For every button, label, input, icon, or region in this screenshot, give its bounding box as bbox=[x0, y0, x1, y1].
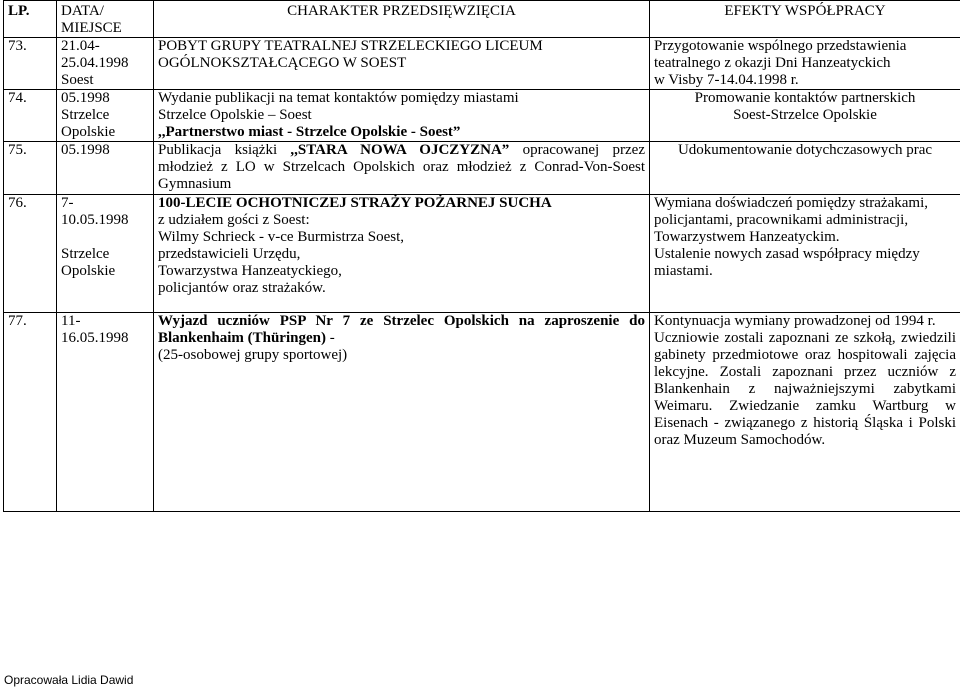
table-row bbox=[4, 38, 960, 90]
character-text: Publikacja książki bbox=[158, 142, 291, 158]
effect-line: Soest-Strzelce Opolskie bbox=[733, 107, 877, 123]
row-date bbox=[57, 195, 154, 313]
table-row bbox=[4, 195, 960, 313]
date-line: 11- bbox=[61, 313, 81, 329]
date-line: 05.1998 bbox=[61, 90, 110, 106]
character-title: ,,Partnerstwo miast - Strzelce Opolskie - Soest” bbox=[158, 124, 461, 140]
row-character bbox=[154, 195, 650, 313]
effect-paragraph: Ustalenie nowych zasad współpracy między miastami. bbox=[654, 246, 920, 279]
place-line: Opolskie bbox=[61, 263, 116, 279]
date-line: 21.04- bbox=[61, 38, 100, 54]
header-lp: LP. bbox=[4, 1, 57, 38]
effect-line: Przygotowanie wspólnego przedstawienia bbox=[654, 38, 907, 54]
character-line: (25-osobowej grupy sportowej) bbox=[158, 347, 348, 363]
row-character bbox=[154, 38, 650, 90]
row-date bbox=[57, 38, 154, 90]
author-footer: Opracowała Lidia Dawid bbox=[4, 673, 134, 687]
date-line: 25.04.1998 bbox=[61, 55, 129, 71]
header-character: CHARAKTER PRZEDSIĘWZIĘCIA bbox=[154, 1, 650, 38]
table-row bbox=[4, 142, 960, 195]
place-line: Strzelce bbox=[61, 246, 110, 262]
row-character bbox=[154, 90, 650, 142]
character-line: Towarzystwa Hanzeatyckiego, bbox=[158, 263, 342, 279]
effect-paragraph: Uczniowie zostali zapoznani ze szkołą, zwiedzili gabinety przedmiotowe oraz hospitowali zajęcia lekcyjne. Zostali zapoznani przez uczniów z Blankenhain z najważniejszymi zabytkami Weimaru. Zwiedzanie zamku Wartburg w Eisenach - związanego z historią Śląska i Polski oraz Muzeum Samochodów. bbox=[654, 330, 956, 448]
place-line: Opolskie bbox=[61, 124, 116, 140]
header-date: DATA/ MIEJSCE bbox=[57, 1, 154, 38]
row-lp: 77. bbox=[4, 313, 57, 512]
row-effect: Udokumentowanie dotychczasowych prac bbox=[650, 142, 960, 195]
book-title: ,,STARA NOWA OJCZYZNA” bbox=[290, 142, 510, 158]
row-lp: 76. bbox=[4, 195, 57, 313]
effect-line: Promowanie kontaktów partnerskich bbox=[694, 90, 916, 106]
character-title: 100-LECIE OCHOTNICZEJ STRAŻY POŻARNEJ SUCHA bbox=[158, 195, 552, 211]
effect-line: teatralnego z okazji Dni Hanzeatyckich bbox=[654, 55, 891, 71]
row-lp: 73. bbox=[4, 38, 57, 90]
character-text: - bbox=[325, 330, 335, 346]
character-line: policjantów oraz strażaków. bbox=[158, 280, 326, 296]
row-lp: 75. bbox=[4, 142, 57, 195]
records-table bbox=[3, 0, 960, 512]
table-row bbox=[4, 313, 960, 512]
header-effects: EFEKTY WSPÓŁPRACY bbox=[650, 1, 960, 38]
character-line: przedstawicieli Urzędu, bbox=[158, 246, 301, 262]
character-line: OGÓLNOKSZTAŁCĄCEGO W SOEST bbox=[158, 55, 407, 71]
effect-paragraph: Kontynuacja wymiany prowadzonej od 1994 r. bbox=[654, 313, 936, 329]
row-date bbox=[57, 90, 154, 142]
date-line: 10.05.1998 bbox=[61, 212, 129, 228]
row-character bbox=[154, 313, 650, 512]
trip-title: Wyjazd uczniów PSP Nr 7 ze Strzelec Opolskich na zaproszenie do Blankenhaim (Thüringen) bbox=[158, 313, 645, 346]
character-line: Wilmy Schrieck - v-ce Burmistrza Soest, bbox=[158, 229, 404, 245]
character-line: POBYT GRUPY TEATRALNEJ STRZELECKIEGO LICEUM bbox=[158, 38, 543, 54]
row-date bbox=[57, 313, 154, 512]
table-row bbox=[4, 90, 960, 142]
effect-line: w Visby 7-14.04.1998 r. bbox=[654, 72, 799, 88]
character-line: Strzelce Opolskie – Soest bbox=[158, 107, 312, 123]
row-character bbox=[154, 142, 650, 195]
row-effect bbox=[650, 38, 960, 90]
header-row bbox=[4, 1, 960, 38]
character-line: z udziałem gości z Soest: bbox=[158, 212, 310, 228]
row-effect bbox=[650, 195, 960, 313]
row-effect bbox=[650, 313, 960, 512]
character-text bbox=[158, 313, 645, 347]
character-text: opracowanej przez młodzież z LO w Strzelcach Opolskich oraz młodzież z Conrad-Von-Soest Gymnasium bbox=[158, 142, 645, 192]
place-line: Soest bbox=[61, 72, 94, 88]
place-line: Strzelce bbox=[61, 107, 110, 123]
date-line: 7- bbox=[61, 195, 74, 211]
row-lp: 74. bbox=[4, 90, 57, 142]
row-date: 05.1998 bbox=[57, 142, 154, 195]
effect-paragraph: Wymiana doświadczeń pomiędzy strażakami, policjantami, pracownikami administracji, Towarzystwem Hanzeatyckim. bbox=[654, 195, 928, 245]
character-line: Wydanie publikacji na temat kontaktów pomiędzy miastami bbox=[158, 90, 519, 106]
date-line: 16.05.1998 bbox=[61, 330, 129, 346]
row-effect bbox=[650, 90, 960, 142]
